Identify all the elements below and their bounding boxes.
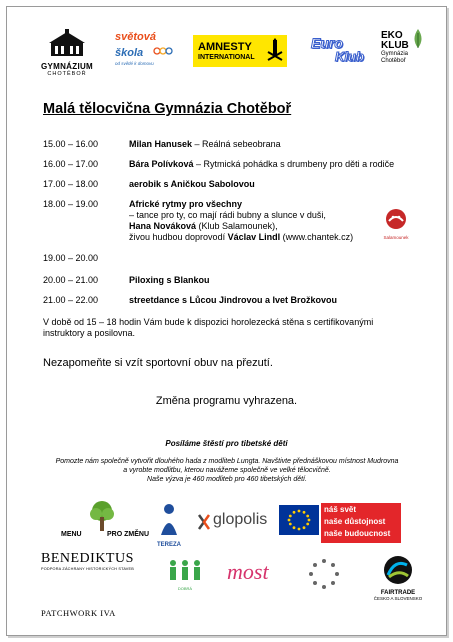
amnesty-text: AMNESTY xyxy=(198,41,252,53)
row-time: 19.00 – 20.00 xyxy=(43,253,99,263)
appeal-line: a vyrobte modlitbu, kterou navážeme společně ve velké tělocvičně. xyxy=(123,467,331,474)
african-name2: Hana Nováková xyxy=(129,221,197,231)
svetova-text: světová xyxy=(115,31,156,43)
chotebor-text: CHOTĚBOŘ xyxy=(47,71,87,77)
svetova-skola-logo xyxy=(115,31,173,75)
eko-text: EKO xyxy=(381,30,403,41)
row-time: 20.00 – 21.00 xyxy=(43,275,99,285)
tereza-figure-icon xyxy=(157,503,181,537)
appeal-text xyxy=(47,457,407,484)
international-text: INTERNATIONAL xyxy=(198,54,255,61)
top-logos-row xyxy=(7,29,446,77)
dobra-text: DOBRÁ xyxy=(177,586,193,591)
pro-zmenu-text: PRO ZMĚNU xyxy=(107,531,149,538)
fairtrade-mark-icon xyxy=(383,555,413,585)
patchwork-text: PATCHWORK IVA xyxy=(41,608,116,618)
fairtrade-subtitle: ČESKO A SLOVENSKO xyxy=(373,596,423,601)
row-desc: – Reálná sebeobrana xyxy=(192,139,281,149)
dotted-circle-logo xyxy=(307,557,341,591)
tereza-logo xyxy=(151,503,187,547)
dotted-circle-icon xyxy=(307,557,341,591)
row-time: 16.00 – 17.00 xyxy=(43,159,99,169)
appeal-line: Pomozte nám společně vytvořit dlouhého hada z modliteb Lungta. Navštivte přednáškovou místnost Mudrovna xyxy=(55,458,399,465)
gymnazium-logo xyxy=(39,29,95,75)
menu-text: MENU xyxy=(61,531,82,538)
salamounek-text: Salamounek xyxy=(383,235,409,240)
salamounek-logo xyxy=(381,207,415,241)
row-name: Milan Hanusek xyxy=(129,139,193,149)
euroklub-logo xyxy=(311,35,373,67)
most-logo xyxy=(227,559,287,589)
patchwork-iva-logo xyxy=(41,603,141,621)
eu-stars-icon xyxy=(279,505,319,535)
gymnazium-text: GYMNÁZIUM xyxy=(40,62,94,71)
glopolis-logo xyxy=(197,511,277,535)
nase-budoucnost-text: naše budoucnost xyxy=(324,529,391,538)
african-rest2: (Klub Salamounek), xyxy=(196,221,278,231)
klub-eko-text: KLUB xyxy=(381,40,409,51)
fairtrade-logo xyxy=(369,555,427,605)
african-rest3: (www.chantek.cz) xyxy=(280,232,354,242)
row-time: 18.00 – 19.00 xyxy=(43,199,99,209)
bottom-logos xyxy=(7,501,446,631)
dobra-investice-logo xyxy=(167,559,207,593)
euro-text: Euro xyxy=(311,35,343,51)
row-time: 15.00 – 16.00 xyxy=(43,139,99,149)
amnesty-logo xyxy=(193,35,287,67)
colored-circles-icon xyxy=(153,46,173,56)
salamander-icon xyxy=(381,207,411,233)
leaf-icon xyxy=(411,29,425,49)
page-title: Malá tělocvična Gymnázia Chotěboř xyxy=(43,101,292,117)
nas-svet-logo xyxy=(321,503,401,543)
program-change-note: Změna programu vyhrazena. xyxy=(155,395,298,407)
tereza-text: TEREZA xyxy=(157,542,181,548)
menu-pro-zmenu-logo xyxy=(57,501,157,545)
people-icon xyxy=(167,559,203,581)
nas-svet-text: náš svět xyxy=(324,505,357,514)
skola-text: škola xyxy=(115,47,144,59)
eko-klub-logo xyxy=(381,31,427,75)
fairtrade-text: FAIRTRADE xyxy=(380,590,416,596)
row-name: Piloxing s Blankou xyxy=(129,275,210,285)
african-name3: Václav Lindl xyxy=(227,232,281,242)
poster-page xyxy=(6,6,447,636)
appeal-line: Naše výzva je 460 modliteb pro 460 tibetských dětí. xyxy=(147,476,307,483)
benediktus-text: BENEDIKTUS xyxy=(41,551,134,566)
row-name: Africké rytmy pro všechny xyxy=(129,199,243,209)
klub-text: Klub xyxy=(335,49,364,64)
eko-chotebor-text: Chotěboř xyxy=(381,58,406,64)
row-name: Bára Polívková xyxy=(129,159,194,169)
african-line1: – tance pro ty, co mají rádi bubny a slunce v duši, xyxy=(129,210,326,220)
row-time: 21.00 – 22.00 xyxy=(43,295,99,305)
row-desc: – Rytmická pohádka s drumbeny pro děti a rodiče xyxy=(193,159,395,169)
tree-icon xyxy=(87,501,117,531)
school-building-icon xyxy=(39,29,95,59)
african-pre3: živou hudbou doprovodí xyxy=(129,232,228,242)
row-name: streetdance s Lůcou Jindrovou a Ivet Brožkovou xyxy=(129,295,338,305)
climbing-wall-note: V době od 15 – 18 hodin Vám bude k dispozici horolezecká stěna s certifikovanými instruktory a posilovna. xyxy=(43,317,374,338)
glopolis-text: glopolis xyxy=(213,511,268,528)
eko-gymnazia-text: Gymnázia xyxy=(381,51,409,57)
most-text: most xyxy=(227,559,269,584)
glopolis-mark-icon xyxy=(197,513,211,531)
candle-icon xyxy=(267,38,283,64)
row-name: aerobik s Aničkou Sabolovou xyxy=(129,179,255,189)
shoes-reminder: Nezapomeňte si vzít sportovní obuv na přezutí. xyxy=(43,357,273,369)
eu-flag-logo xyxy=(279,505,319,535)
row-time: 17.00 – 18.00 xyxy=(43,179,99,189)
benediktus-subtitle: PODPORA ZÁCHRANY HISTORICKÝCH STAVEB xyxy=(41,567,134,571)
benediktus-logo xyxy=(41,551,141,581)
appeal-title: Posíláme štěstí pro tibetské děti xyxy=(165,439,288,448)
nase-dustojnost-text: naše důstojnost xyxy=(324,517,386,526)
svetova-subtitle: od světlé k domovu xyxy=(115,61,154,66)
